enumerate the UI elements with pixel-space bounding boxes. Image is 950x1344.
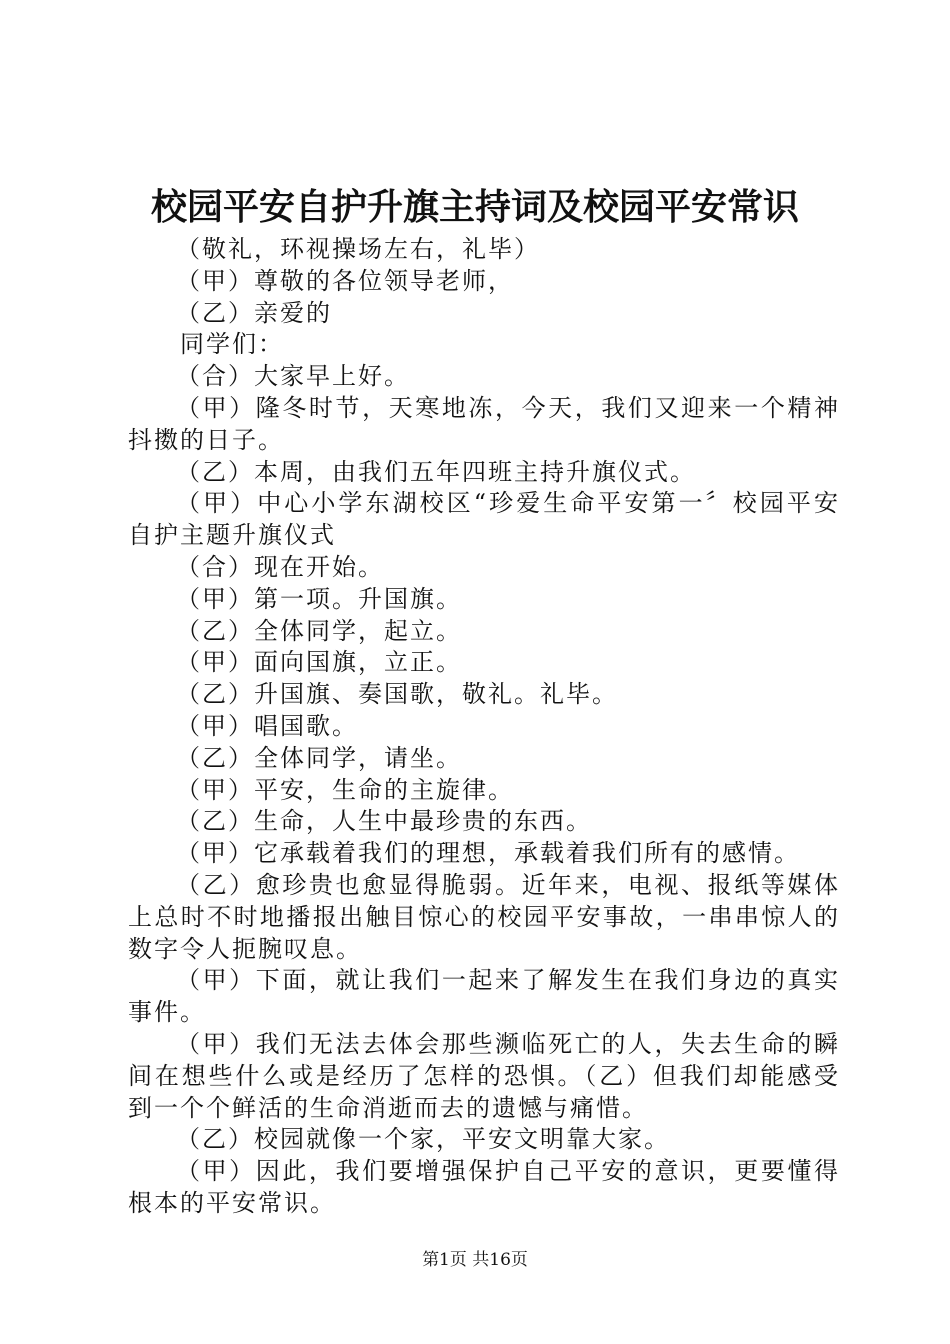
paragraph-4: 同学们： (180, 330, 284, 359)
paragraph-1: （敬礼，环视操场左右，礼毕） (176, 235, 540, 263)
paragraph-8: （甲）中心小学东湖校区“珍爱生命平安第一〞校园平安自护主题升旗仪式 (128, 489, 840, 550)
paragraph-9: （合）现在开始。 (176, 552, 384, 581)
paragraph-3: （乙）亲爱的 (176, 298, 332, 327)
paragraph-17: （乙）生命，人生中最珍贵的东西。 (176, 807, 592, 836)
paragraph-15: （乙）全体同学，请坐。 (176, 743, 462, 772)
paragraph-18: （甲）它承载着我们的理想，承载着我们所有的感情。 (176, 839, 800, 868)
paragraph-21: （甲）我们无法去体会那些濒临死亡的人，失去生命的瞬间在想些什么或是经历了怎样的恐惧。（乙）但我们却能感受到一个个鲜活的生命消逝而去的遗憾与痛惜。 (128, 1029, 840, 1122)
paragraph-6: （甲）隆冬时节，天寒地冻，今天，我们又迎来一个精神抖擞的日子。 (128, 393, 840, 454)
paragraph-13: （乙）升国旗、奏国歌，敬礼。礼毕。 (176, 680, 618, 709)
paragraph-16: （甲）平安，生命的主旋律。 (176, 775, 514, 804)
paragraph-11: （乙）全体同学，起立。 (176, 616, 462, 645)
paragraph-2: （甲）尊敬的各位领导老师， (176, 266, 514, 295)
document-body (128, 234, 840, 1220)
paragraph-22: （乙）校园就像一个家，平安文明靠大家。 (176, 1125, 670, 1154)
paragraph-14: （甲）唱国歌。 (176, 711, 358, 740)
paragraph-23: （甲）因此，我们要增强保护自己平安的意识，更要懂得根本的平安常识。 (128, 1157, 840, 1217)
page-footer: 第1页 共16页 (422, 1250, 528, 1270)
paragraph-7: （乙）本周，由我们五年四班主持升旗仪式。 (176, 457, 696, 486)
paragraph-12: （甲）面向国旗，立正。 (176, 648, 462, 677)
paragraph-10: （甲）第一项。升国旗。 (176, 584, 462, 613)
paragraph-19: （乙）愈珍贵也愈显得脆弱。近年来，电视、报纸等媒体上总时不时地播报出触目惊心的校园平安事故，一串串惊人的数字令人扼腕叹息。 (128, 870, 840, 963)
paragraph-5: （合）大家早上好。 (176, 362, 410, 391)
paragraph-20: （甲）下面，就让我们一起来了解发生在我们身边的真实事件。 (128, 966, 840, 1027)
document-title: 校园平安自护升旗主持词及校园平安常识 (150, 186, 799, 228)
